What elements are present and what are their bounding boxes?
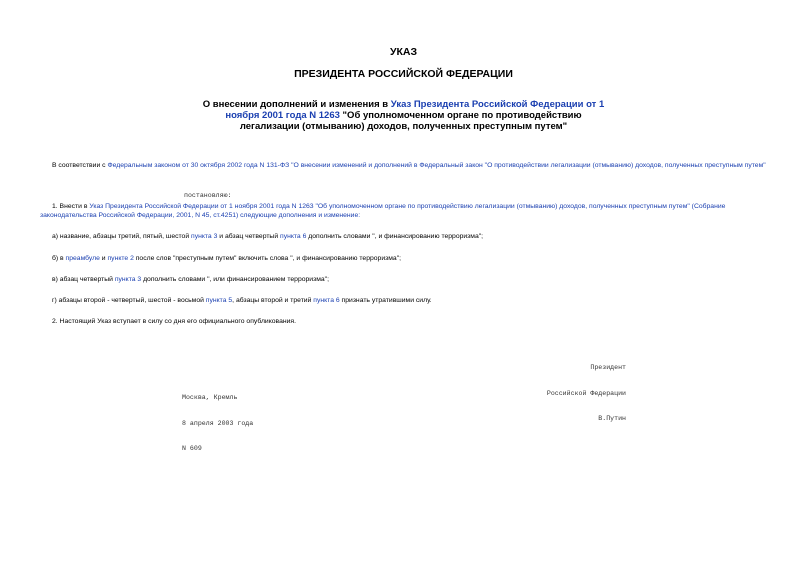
item-b-paragraph xyxy=(52,254,770,263)
item-b-link-preamble[interactable]: преамбуле xyxy=(65,255,100,262)
preamble-pre: В соответствии с xyxy=(52,162,108,169)
preamble-paragraph xyxy=(40,161,768,170)
item-v-post: дополнить словами ", или финансированием терроризма"; xyxy=(141,276,329,283)
preamble-post[interactable]: "О внесении изменений и дополнений в Федеральный закон "О противодействии легализации (отмыванию) доходов, полученных преступным путем" xyxy=(289,162,766,169)
item-v-paragraph xyxy=(52,275,770,284)
footer-date: 8 апреля 2003 года xyxy=(182,419,254,427)
heading-text-post: "Об уполномоченном органе по противодействию легализации (отмыванию) доходов, полученных преступным путем" xyxy=(239,110,582,132)
item-a-pre: а) название, абзацы третий, пятый, шестой xyxy=(52,233,192,240)
item1-decree-link[interactable]: Указ Президента Российской Федерации от 1 ноября 2001 года N 1263 xyxy=(89,203,314,210)
item1-post[interactable]: "Об уполномоченном органе по противодействию легализации (отмыванию) доходов, полученных преступным путем" (Собрание законодательства Российской Федерации, 2001, N 45, ст.4251) следующие дополнения и изменение: xyxy=(40,203,726,219)
federal-law-131-link[interactable]: Федеральным законом от 30 октября 2002 года N 131-ФЗ xyxy=(107,162,290,169)
item-b-pre: б) в xyxy=(52,255,66,262)
item-b-link-p2[interactable]: пункте 2 xyxy=(107,255,134,262)
item-b-mid: и xyxy=(99,255,108,262)
item-g-mid: , абзацы второй и третий xyxy=(232,297,314,304)
item-a-post: дополнить словами ", и финансированию терроризма"; xyxy=(306,233,484,240)
item-g-paragraph xyxy=(52,296,770,305)
item-a-paragraph xyxy=(52,232,770,241)
item-g-pre: г) абзацы второй - четвертый, шестой - восьмой xyxy=(52,297,206,304)
signature-title: Президент xyxy=(590,364,626,371)
item-2-paragraph: 2. Настоящий Указ вступает в силу со дня его официального опубликования. xyxy=(52,318,296,325)
item-v-link-p3[interactable]: пункта 3 xyxy=(114,276,142,283)
item-g-link-p5[interactable]: пункта 5 xyxy=(205,297,233,304)
decree-1263-link[interactable]: Указ Президента Российской Федерации от 1 ноября 2001 года N 1263 xyxy=(225,99,605,121)
item-g-link-p6[interactable]: пункта 6 xyxy=(313,297,340,304)
heading-text-pre: О внесении дополнений и изменения в xyxy=(202,99,391,110)
doc-heading xyxy=(200,99,607,132)
item-a-link-p3[interactable]: пункта 3 xyxy=(191,233,218,240)
decree-word: постановляю: xyxy=(184,192,232,199)
item-g-post: признать утратившими силу. xyxy=(339,297,432,304)
footer-block xyxy=(182,377,253,462)
item-v-pre: в) абзац четвертый xyxy=(52,276,115,283)
footer-place: Москва, Кремль xyxy=(182,394,238,401)
item1-pre: 1. Внести в xyxy=(52,203,90,210)
item-a-link-p6[interactable]: пункта 6 xyxy=(280,233,307,240)
signature-block xyxy=(520,347,626,432)
item-a-mid: и абзац четвертый xyxy=(217,233,281,240)
footer-number: N 609 xyxy=(182,445,202,452)
doc-title: УКАЗ xyxy=(389,46,418,58)
signature-country: Российской Федерации xyxy=(546,389,626,397)
item-1-paragraph xyxy=(40,202,770,220)
item-b-post: после слов "преступным путем" включить слова ", и финансированию терроризма"; xyxy=(133,255,401,262)
doc-subtitle: ПРЕЗИДЕНТА РОССИЙСКОЙ ФЕДЕРАЦИИ xyxy=(294,68,513,80)
signature-name: В.Путин xyxy=(598,415,626,422)
